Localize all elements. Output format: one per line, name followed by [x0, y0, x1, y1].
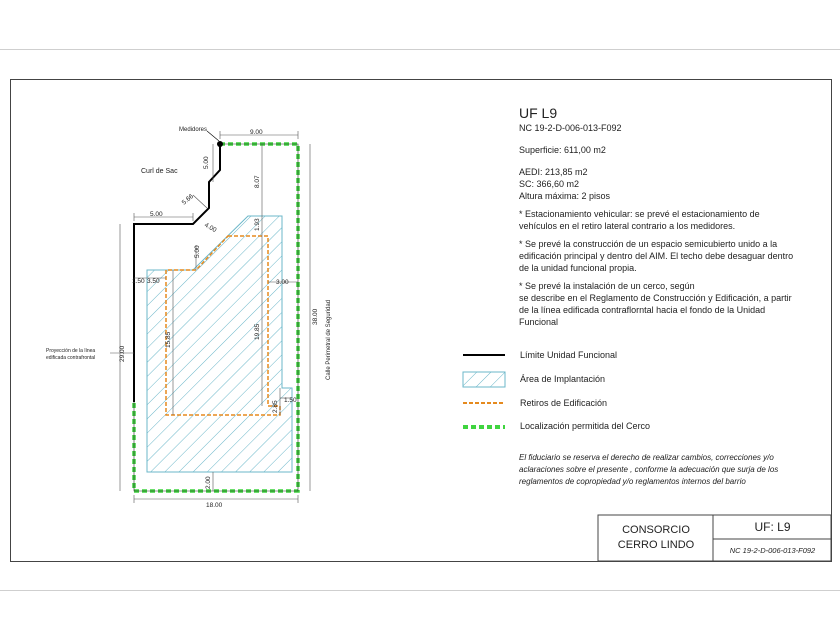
- title-block-uf-text: UF: L9: [754, 520, 791, 534]
- note-semicubierto-1: * Se prevé la construcción de un espacio semicubierto unido a la: [519, 239, 778, 249]
- proyeccion-label-1: Proyección de la línea: [46, 348, 96, 354]
- sc: SC: 366,60 m2: [519, 179, 580, 189]
- dim-notch-v: 5.00: [203, 156, 210, 169]
- dim-left-top: 5.00: [150, 211, 163, 218]
- dim-right-offset: 3.00: [276, 279, 289, 286]
- note-cerco-4: Funcional: [519, 317, 559, 327]
- dim-total-right: 38.00: [312, 308, 319, 325]
- title-block-nc: [714, 540, 831, 561]
- legend-label-setback: Retiros de Edificación: [520, 398, 608, 408]
- note-cerco-2: se describe en el Reglamento de Construcción y Edificación, a partir: [519, 293, 792, 303]
- disclaimer: [519, 452, 819, 488]
- dim-inner-left: 15.85: [165, 331, 172, 348]
- note-semicubierto-2: edificación principal y dentro del AIM. El techo debe desaguar dentro: [519, 251, 794, 261]
- legend-label-limit: Límite Unidad Funcional: [520, 350, 618, 360]
- dim-bottom-v: 2.00: [205, 476, 212, 489]
- title-block-nc-text: NC 19-2-D-006-013-F092: [729, 546, 816, 555]
- dim-small-h: 1.50: [284, 397, 297, 404]
- legend-item-area: [463, 373, 783, 387]
- title-block-company: [598, 515, 714, 561]
- info-panel: [519, 104, 819, 328]
- nc-code: NC 19-2-D-006-013-F092: [519, 123, 622, 133]
- altura-maxima: Altura máxima: 2 pisos: [519, 191, 611, 201]
- dim-height-1: 1.93: [254, 218, 261, 231]
- disclaimer-line-1: El fiduciario se reserva el derecho de realizar cambios, correcciones y/o: [519, 453, 774, 462]
- note-semicubierto-3: de la unidad funcional propia.: [519, 263, 637, 273]
- disclaimer-line-3: reglamentos de copropiedad y/o reglamentos internos del barrio: [519, 477, 746, 486]
- medidores-label: Medidores: [179, 127, 208, 133]
- medidores-marker: [217, 141, 223, 147]
- title-block-uf: [714, 515, 831, 539]
- uf-title: UF L9: [519, 105, 558, 121]
- company-name-2: CERRO LINDO: [617, 539, 695, 551]
- company-name-1: CONSORCIO: [622, 524, 690, 536]
- disclaimer-line-2: aclaraciones sobre el presente , conforme la adecuación que surja de los: [519, 465, 779, 474]
- note-cerco-1: * Se prevé la instalación de un cerco, según: [519, 281, 695, 291]
- note-estacionamiento-2: vehículos en el retiro lateral contrario a los medidores.: [519, 221, 736, 231]
- note-estacionamiento-1: * Estacionamiento vehicular: se prevé el estacionamiento de: [519, 209, 760, 219]
- proyeccion-label-2: edificada contrafrontal: [46, 355, 96, 361]
- legend-item-setback: [463, 397, 783, 411]
- dim-left-offsets-b: 3.50: [147, 278, 160, 285]
- legend-label-fence: Localización permitida del Cerco: [520, 421, 651, 431]
- curl-de-sac-label: Curl de Sac: [141, 168, 178, 175]
- dim-top: 9.00: [250, 129, 263, 136]
- note-cerco-3: de la línea edificada contraflorntal hacia el fondo de la Unidad: [519, 305, 766, 315]
- dim-diag-upper: 5.66: [180, 193, 195, 207]
- dim-total-left: 29.00: [119, 345, 126, 362]
- aedi: AEDI: 213,85 m2: [519, 167, 588, 177]
- legend-item-limit: [463, 349, 783, 363]
- dim-inner-top: 5.00: [194, 245, 201, 258]
- dim-height-8: 8.07: [254, 175, 261, 188]
- dim-inner-right: 19.85: [254, 323, 261, 340]
- dim-left-offsets: 1.50: [132, 278, 145, 285]
- legend-item-fence: [463, 420, 783, 434]
- superficie: Superficie: 611,00 m2: [519, 145, 606, 155]
- dim-diag-lower: 4.00: [203, 221, 218, 235]
- calle-perimetral-label: Calle Perimetral de Seguridad: [326, 299, 332, 380]
- dim-small-v: 2.85: [272, 400, 279, 413]
- dim-bottom-w: 18.00: [206, 502, 223, 509]
- legend-label-area: Área de Implantación: [520, 374, 606, 384]
